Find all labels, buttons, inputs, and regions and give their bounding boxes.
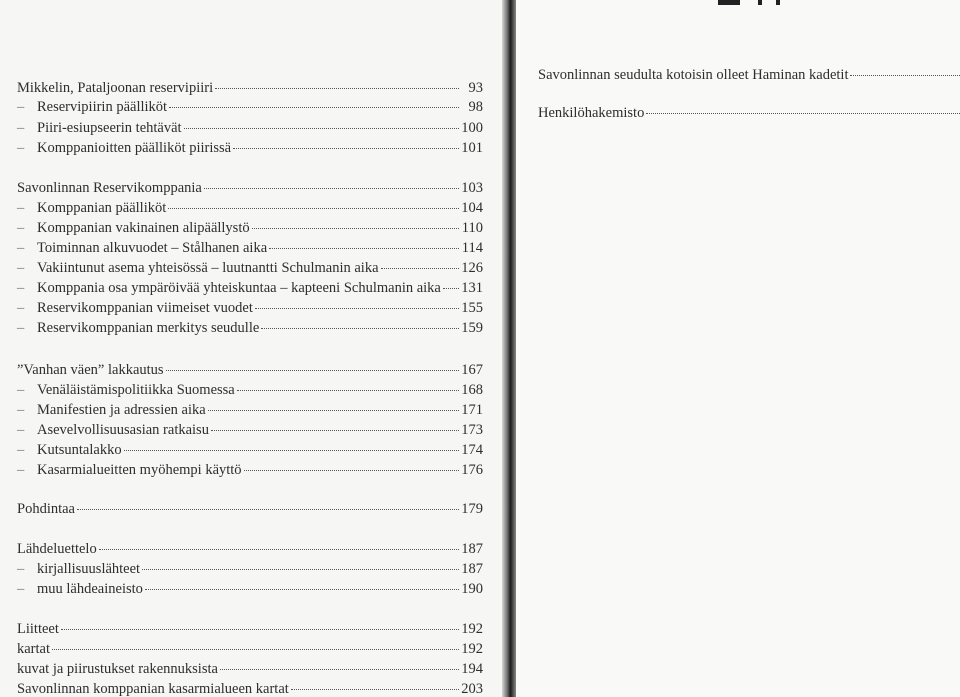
page-edge-mark [718, 0, 788, 6]
toc-entry [17, 580, 483, 598]
toc-entry [17, 640, 483, 658]
dot-leader [166, 370, 459, 371]
toc-page-number: 179 [461, 501, 483, 517]
toc-entry-title: Henkilöhakemisto [538, 105, 645, 121]
toc-entry [17, 299, 483, 317]
toc-page-number: 187 [461, 561, 483, 577]
toc-entry [17, 560, 483, 578]
dot-leader [99, 549, 459, 550]
dot-leader [443, 288, 459, 289]
toc-page-number: 114 [461, 240, 483, 256]
toc-entry [538, 104, 960, 122]
toc-entry [17, 620, 483, 638]
toc-entry [17, 139, 483, 157]
toc-page-number: 190 [461, 581, 483, 597]
dot-leader [381, 268, 459, 269]
toc-entry-title: – Asevelvollisuusasian ratkaisu [17, 421, 209, 439]
toc-entry [17, 441, 483, 459]
toc-entry [17, 319, 483, 337]
dot-leader [211, 430, 459, 431]
toc-entry [17, 361, 483, 379]
toc-entry-title: – Reservikomppanian viimeiset vuodet [17, 299, 253, 317]
dot-leader [142, 569, 459, 570]
toc-entry-title: – Komppanioitten päälliköt piirissä [17, 139, 231, 157]
dot-leader [646, 113, 960, 114]
dot-leader [269, 248, 459, 249]
toc-entry [17, 461, 483, 479]
toc-page-number: 176 [461, 462, 483, 478]
toc-list-right [516, 0, 960, 697]
dot-leader [255, 308, 459, 309]
toc-entry-title: Pohdintaa [17, 501, 75, 517]
toc-entry-title: ”Vanhan väen” lakkautus [17, 362, 164, 378]
toc-entry-title: – Komppanian päälliköt [17, 199, 166, 217]
dot-leader [291, 689, 459, 690]
dot-leader [850, 75, 960, 76]
toc-page-number: 171 [461, 402, 483, 418]
toc-entry [17, 680, 483, 697]
toc-entry-title: kuvat ja piirustukset rakennuksista [17, 661, 218, 677]
toc-entry [17, 381, 483, 399]
dot-leader [204, 188, 459, 189]
toc-page-number: 187 [461, 541, 483, 557]
toc-page-number: 192 [461, 641, 483, 657]
dot-leader [215, 88, 459, 89]
toc-page-number: 110 [461, 220, 483, 236]
toc-page-number: 103 [461, 180, 483, 196]
toc-entry [17, 660, 483, 678]
toc-page-number: 203 [461, 681, 483, 697]
toc-page-number: 126 [461, 260, 483, 276]
toc-page-number: 192 [461, 621, 483, 637]
book-spine [502, 0, 516, 697]
toc-page-number: 174 [461, 442, 483, 458]
dot-leader [169, 107, 459, 108]
toc-entry-title: – Venäläistämispolitiikka Suomessa [17, 381, 235, 399]
toc-page-number: 167 [461, 362, 483, 378]
dot-leader [233, 148, 459, 149]
toc-entry-title: – Piiri-esiupseerin tehtävät [17, 119, 182, 137]
right-page [516, 0, 960, 697]
toc-entry [17, 259, 483, 277]
toc-entry-title: – Vakiintunut asema yhteisössä – luutnantti Schulmanin aika [17, 259, 379, 277]
toc-entry [17, 219, 483, 237]
dot-leader [168, 208, 459, 209]
dot-leader [61, 629, 459, 630]
toc-entry-title: Savonlinnan komppanian kasarmialueen kartat [17, 681, 289, 697]
toc-entry-title: – Manifestien ja adressien aika [17, 401, 206, 419]
dot-leader [145, 589, 459, 590]
toc-page-number: 173 [461, 422, 483, 438]
dot-leader [220, 669, 459, 670]
toc-page-number: 93 [468, 80, 483, 96]
toc-page-number: 104 [461, 200, 483, 216]
dot-leader [261, 328, 459, 329]
toc-page-number: 168 [461, 382, 483, 398]
toc-page-number: 100 [461, 120, 483, 136]
toc-entry-title: – Komppania osa ympäröivää yhteiskuntaa – kapteeni Schulmanin aika [17, 279, 441, 297]
toc-entry-title: – kirjallisuuslähteet [17, 560, 140, 578]
toc-entry [17, 179, 483, 197]
dot-leader [52, 649, 459, 650]
toc-entry-title: Mikkelin, Pataljoonan reservipiiri [17, 80, 214, 96]
toc-entry-title: – Toiminnan alkuvuodet – Stålhanen aika [17, 239, 267, 257]
dot-leader [252, 228, 459, 229]
toc-entry [17, 119, 483, 137]
toc-entry [17, 421, 483, 439]
dot-leader [184, 128, 459, 129]
dot-leader [77, 509, 459, 510]
toc-page-number: 101 [461, 140, 483, 156]
toc-entry [17, 98, 483, 116]
toc-entry-title: Lähdeluettelo [17, 541, 97, 557]
toc-entry-title: – Kasarmialueitten myöhempi käyttö [17, 461, 242, 479]
dot-leader [237, 390, 459, 391]
toc-page-number: 155 [461, 300, 483, 316]
toc-entry [17, 199, 483, 217]
toc-entry-title: – Komppanian vakinainen alipäällystö [17, 219, 250, 237]
dot-leader [124, 450, 459, 451]
toc-entry-title: – Reservikomppanian merkitys seudulle [17, 319, 259, 337]
toc-entry [17, 279, 483, 297]
toc-entry-title: – Kutsuntalakko [17, 441, 122, 459]
toc-entry-title: kartat [17, 641, 51, 657]
toc-entry [17, 500, 483, 518]
toc-entry-title: Savonlinnan Reservikomppania [17, 180, 202, 196]
toc-entry [17, 79, 483, 97]
toc-entry [17, 239, 483, 257]
toc-entry-title: – Reservipiirin päälliköt [17, 98, 167, 116]
dot-leader [208, 410, 459, 411]
toc-entry-title: Savonlinnan seudulta kotoisin olleet Haminan kadetit [538, 67, 849, 83]
toc-page-number: 98 [468, 99, 483, 115]
toc-entry [17, 540, 483, 558]
toc-page-number: 131 [461, 280, 483, 296]
toc-page-number: 194 [461, 661, 483, 677]
toc-entry-title: – muu lähdeaineisto [17, 580, 143, 598]
toc-entry-title: Liitteet [17, 621, 59, 637]
toc-entry [17, 401, 483, 419]
toc-entry [538, 66, 960, 84]
toc-page-number: 159 [461, 320, 483, 336]
dot-leader [244, 470, 459, 471]
